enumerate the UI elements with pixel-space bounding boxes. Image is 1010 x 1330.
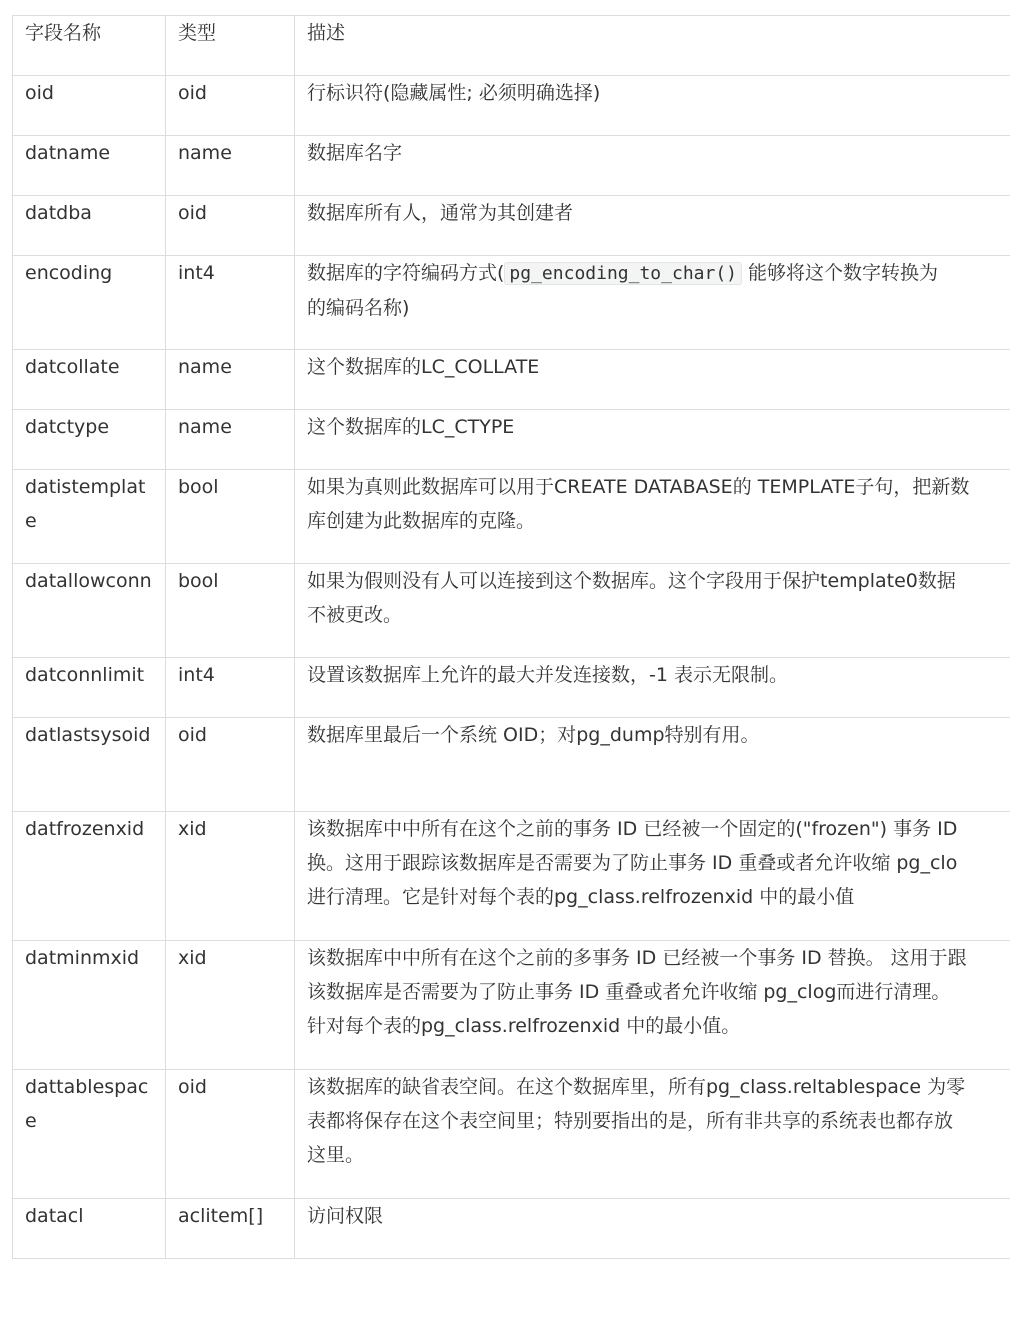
table-row [13, 196, 1010, 256]
field-type: int4 [166, 658, 295, 718]
inline-code: pg_encoding_to_char() [504, 262, 742, 285]
field-name: datfrozenxid [13, 812, 166, 941]
table-row [13, 350, 1010, 410]
field-type: aclitem[] [166, 1199, 295, 1259]
table-row [13, 941, 1010, 1070]
field-name: datcollate [13, 350, 166, 410]
description-line: 库创建为此数据库的克隆。 [307, 510, 536, 532]
field-name: datconnlimit [13, 658, 166, 718]
table-row [13, 410, 1010, 470]
field-name: encoding [13, 256, 166, 350]
field-type: bool [166, 564, 295, 658]
description-line [307, 256, 1010, 291]
field-type: name [166, 136, 295, 196]
field-description [295, 1070, 1010, 1199]
field-type: xid [166, 941, 295, 1070]
field-description [295, 658, 1010, 718]
description-line: 访问权限 [307, 1205, 384, 1227]
field-type: oid [166, 718, 295, 812]
table-row [13, 136, 1010, 196]
table-header [13, 16, 1010, 76]
table-row [13, 658, 1010, 718]
table-row [13, 1199, 1010, 1259]
description-line: 表都将保存在这个表空间里；特别要指出的是，所有非共享的系统表也都存放 [307, 1110, 954, 1132]
description-line: 该数据库中中所有在这个之前的事务 ID 已经被一个固定的("frozen") 事务 ID [307, 818, 958, 840]
field-description [295, 470, 1010, 564]
field-name: datistemplate [13, 470, 166, 564]
description-line: 如果为假则没有人可以连接到这个数据库。这个字段用于保护template0数据 [307, 570, 956, 592]
header-description: 描述 [295, 16, 1010, 76]
description-line: 该数据库是否需要为了防止事务 ID 重叠或者允许收缩 pg_clog而进行清理。 [307, 981, 951, 1003]
table-row [13, 812, 1010, 941]
table-row [13, 1070, 1010, 1199]
description-line: 数据库名字 [307, 142, 403, 164]
table-row [13, 564, 1010, 658]
field-type: oid [166, 196, 295, 256]
description-text: 能够将这个数字转换为 [742, 262, 939, 284]
field-name: oid [13, 76, 166, 136]
description-text: 数据库的字符编码方式( [307, 262, 505, 284]
field-type: oid [166, 76, 295, 136]
field-type: bool [166, 470, 295, 564]
field-description [295, 350, 1010, 410]
field-name: datdba [13, 196, 166, 256]
field-description [295, 941, 1010, 1070]
description-line: 行标识符(隐藏属性; 必须明确选择) [307, 82, 601, 104]
field-description [295, 718, 1010, 812]
description-line: 针对每个表的pg_class.relfrozenxid 中的最小值。 [307, 1015, 741, 1037]
field-name: dattablespace [13, 1070, 166, 1199]
table-row [13, 718, 1010, 812]
field-name: datname [13, 136, 166, 196]
description-line: 该数据库中中所有在这个之前的多事务 ID 已经被一个事务 ID 替换。 这用于跟 [307, 947, 967, 969]
description-line: 进行清理。它是针对每个表的pg_class.relfrozenxid 中的最小值 [307, 886, 855, 908]
field-description [295, 410, 1010, 470]
table-row [13, 470, 1010, 564]
field-name: datlastsysoid [13, 718, 166, 812]
header-type: 类型 [166, 16, 295, 76]
description-line: 不被更改。 [307, 604, 403, 626]
field-description [295, 76, 1010, 136]
field-type: name [166, 410, 295, 470]
description-line: 如果为真则此数据库可以用于CREATE DATABASE的 TEMPLATE子句，把新数 [307, 476, 970, 498]
field-type: xid [166, 812, 295, 941]
field-name: datminmxid [13, 941, 166, 1070]
field-name: datacl [13, 1199, 166, 1259]
description-line: 这个数据库的LC_COLLATE [307, 356, 540, 378]
table-body [13, 76, 1010, 1259]
description-line: 设置该数据库上允许的最大并发连接数，-1 表示无限制。 [307, 664, 788, 686]
field-name: datallowconn [13, 564, 166, 658]
description-line: 这里。 [307, 1144, 365, 1166]
table-row [13, 256, 1010, 350]
field-description [295, 564, 1010, 658]
field-type: int4 [166, 256, 295, 350]
description-line: 这个数据库的LC_CTYPE [307, 416, 515, 438]
header-field-name: 字段名称 [13, 16, 166, 76]
field-description [295, 812, 1010, 941]
description-line: 该数据库的缺省表空间。在这个数据库里，所有pg_class.reltablespace 为零 [307, 1076, 966, 1098]
field-description [295, 1199, 1010, 1259]
description-line: 数据库所有人，通常为其创建者 [307, 202, 574, 224]
header-row [13, 16, 1010, 76]
description-line: 数据库里最后一个系统 OID；对pg_dump特别有用。 [307, 724, 760, 746]
table-row [13, 76, 1010, 136]
field-type: name [166, 350, 295, 410]
field-description [295, 136, 1010, 196]
field-name: datctype [13, 410, 166, 470]
field-description [295, 256, 1010, 350]
field-description [295, 196, 1010, 256]
pg-database-fields-table [12, 15, 1010, 1259]
field-type: oid [166, 1070, 295, 1199]
description-line: 换。这用于跟踪该数据库是否需要为了防止事务 ID 重叠或者允许收缩 pg_clo [307, 852, 958, 874]
description-line: 的编码名称) [307, 297, 410, 319]
